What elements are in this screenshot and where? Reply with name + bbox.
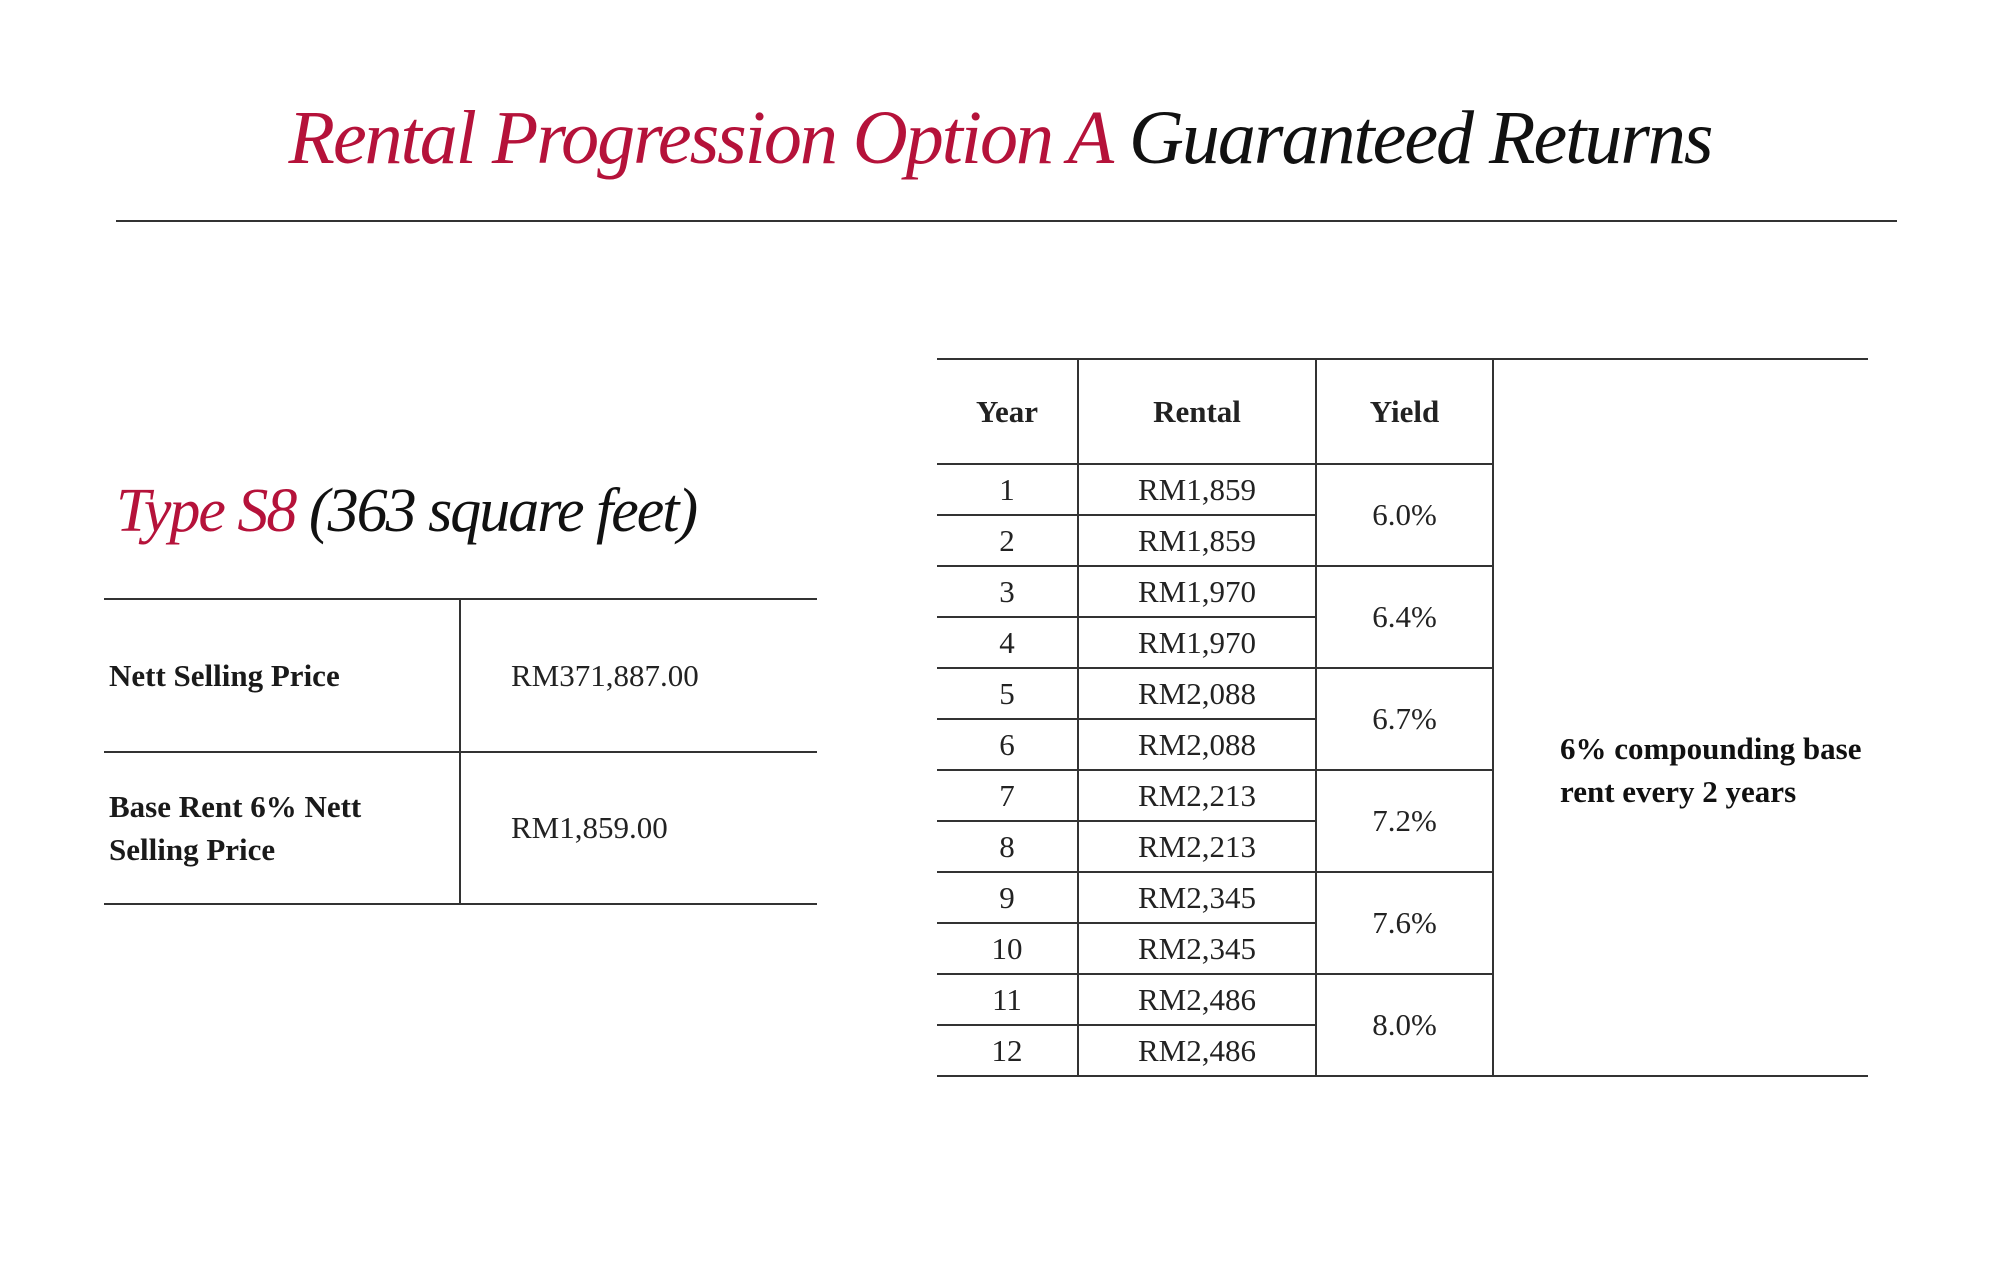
rental-cell: RM1,970 <box>1078 617 1316 668</box>
rental-cell: RM2,213 <box>1078 770 1316 821</box>
yield-cell: 6.0% <box>1316 464 1493 566</box>
year-cell: 4 <box>937 617 1078 668</box>
year-cell: 11 <box>937 974 1078 1025</box>
rental-cell: RM1,970 <box>1078 566 1316 617</box>
year-cell: 10 <box>937 923 1078 974</box>
title-highlight: Rental Progression Option A <box>288 96 1113 180</box>
rental-table <box>937 358 1868 1077</box>
unit-size-label: (363 square feet) <box>308 477 697 545</box>
table-row <box>104 752 817 904</box>
rental-cell: RM2,486 <box>1078 974 1316 1025</box>
title-subtitle: Guaranteed Returns <box>1129 96 1712 180</box>
rental-cell: RM1,859 <box>1078 515 1316 566</box>
year-cell: 2 <box>937 515 1078 566</box>
price-label: Base Rent 6% Nett Selling Price <box>104 752 460 904</box>
price-table <box>104 598 817 905</box>
rental-cell: RM2,213 <box>1078 821 1316 872</box>
unit-type-heading <box>116 477 697 545</box>
header-rental: Rental <box>1078 359 1316 464</box>
yield-cell: 7.6% <box>1316 872 1493 974</box>
rental-cell: RM2,088 <box>1078 719 1316 770</box>
price-value: RM1,859.00 <box>460 752 817 904</box>
table-row <box>937 464 1868 515</box>
yield-cell: 7.2% <box>1316 770 1493 872</box>
header-year: Year <box>937 359 1078 464</box>
table-header-row <box>937 359 1868 464</box>
year-cell: 12 <box>937 1025 1078 1076</box>
page-title <box>0 96 2000 180</box>
yield-cell: 6.7% <box>1316 668 1493 770</box>
price-value: RM371,887.00 <box>460 599 817 752</box>
table-row <box>104 599 817 752</box>
compounding-note: 6% compounding base rent every 2 years <box>1493 464 1868 1076</box>
year-cell: 6 <box>937 719 1078 770</box>
year-cell: 9 <box>937 872 1078 923</box>
year-cell: 3 <box>937 566 1078 617</box>
rental-cell: RM1,859 <box>1078 464 1316 515</box>
yield-cell: 6.4% <box>1316 566 1493 668</box>
header-note-blank <box>1493 359 1868 464</box>
yield-cell: 8.0% <box>1316 974 1493 1076</box>
rental-cell: RM2,088 <box>1078 668 1316 719</box>
rental-cell: RM2,345 <box>1078 872 1316 923</box>
title-divider <box>116 220 1897 222</box>
header-yield: Yield <box>1316 359 1493 464</box>
unit-type-label: Type S8 <box>116 477 296 545</box>
year-cell: 8 <box>937 821 1078 872</box>
price-label: Nett Selling Price <box>104 599 460 752</box>
year-cell: 1 <box>937 464 1078 515</box>
year-cell: 7 <box>937 770 1078 821</box>
year-cell: 5 <box>937 668 1078 719</box>
rental-cell: RM2,486 <box>1078 1025 1316 1076</box>
rental-cell: RM2,345 <box>1078 923 1316 974</box>
